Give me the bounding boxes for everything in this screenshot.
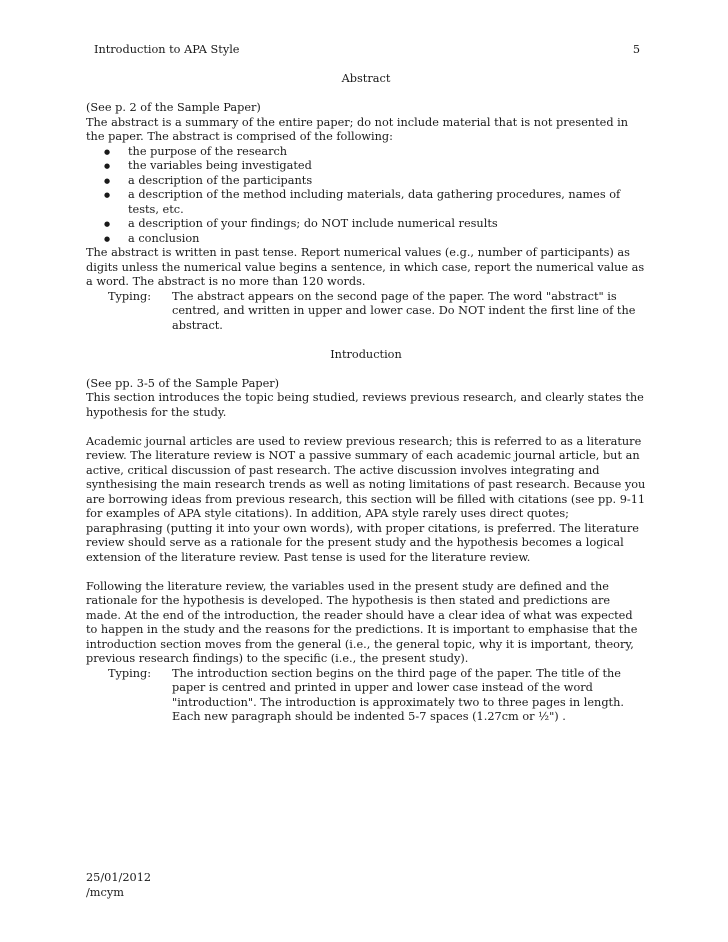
footer-date: 25/01/2012 — [86, 871, 152, 884]
page-content — [86, 72, 646, 725]
introduction-paragraph-3: Following the literature review, the variables used in the present study are defined and the rationale for the hypothesis is developed. The hypothesis is then stated and predictions are made. At the end of the introduction, the reader should have a clear idea of what was expected to happen in the study and the reasons for the predictions. It is important to emphasise that the introduction section moves from the general (i.e., the general topic, why it is important, theory, previous research findings) to the specific (i.e., the present study). — [86, 579, 638, 665]
typing-text: The introduction section begins on the third page of the paper. The title of the paper is centred and printed in upper and lower case instead of the word "introduction". The introduction is approximately two to three pages in length. Each new paragraph should be indented 5-7 spaces (1.27cm or ½") . — [172, 666, 624, 723]
footer-author: /mcym — [86, 885, 124, 899]
running-head: Introduction to APA Style — [94, 43, 240, 56]
list-item: ● a conclusion — [86, 232, 646, 247]
abstract-component-list — [86, 145, 646, 247]
typing-text: The abstract appears on the second page of the paper. The word "abstract" is centred, and written in upper and lower case. Do NOT indent the first line of the abstract. — [172, 289, 636, 332]
typing-label: Typing: — [108, 666, 152, 680]
list-item: ● a description of the participants — [86, 174, 646, 189]
introduction-heading: Introduction — [330, 347, 402, 361]
abstract-heading: Abstract — [341, 72, 391, 85]
list-item: ● the purpose of the research — [86, 145, 646, 160]
typing-label: Typing: — [108, 289, 152, 303]
introduction-paragraph-1: (See pp. 3-5 of the Sample Paper) This section introduces the topic being studied, reviews previous research, and clearly states the hypothesis for the study. — [86, 376, 644, 419]
introduction-paragraph-2: Academic journal articles are used to review previous research; this is referred to as a literature review. The literature review is NOT a passive summary of each academic journal article, but an active, critical discussion of past research. The active discussion involves integrating and synthesising the main research trends as well as noting limitations of past research. Because you are borrowing ideas from previous research, this section will be filled with citations (see pp. 9-11 for examples of APA style citations). In addition, APA style rarely uses direct quotes; paraphrasing (putting it into your own words), with proper citations, is preferred. The literature review should serve as a rationale for the present study and the hypothesis becomes a logical extension of the literature review. Past tense is used for the literature review. — [86, 434, 646, 564]
introduction-typing-note — [86, 667, 646, 725]
list-item: ● the variables being investigated — [86, 159, 646, 174]
list-item: ● a description of your findings; do NOT include numerical results — [86, 217, 646, 232]
abstract-intro-paragraph: (See p. 2 of the Sample Paper) The abstract is a summary of the entire paper; do not include material that is not presented in the paper. The abstract is comprised of the following: — [86, 101, 629, 143]
abstract-section — [86, 72, 646, 333]
list-item: ● a description of the method including materials, data gathering procedures, names of tests, etc. — [86, 188, 646, 217]
introduction-section — [86, 348, 646, 725]
abstract-tense-paragraph: The abstract is written in past tense. Report numerical values (e.g., number of participants) as digits unless the numerical value begins a sentence, in which case, report the numerical value as a word. The abstract is no more than 120 words. — [86, 246, 645, 288]
page-number: 5 — [632, 43, 640, 56]
page-footer — [86, 871, 151, 900]
abstract-typing-note — [86, 290, 646, 334]
